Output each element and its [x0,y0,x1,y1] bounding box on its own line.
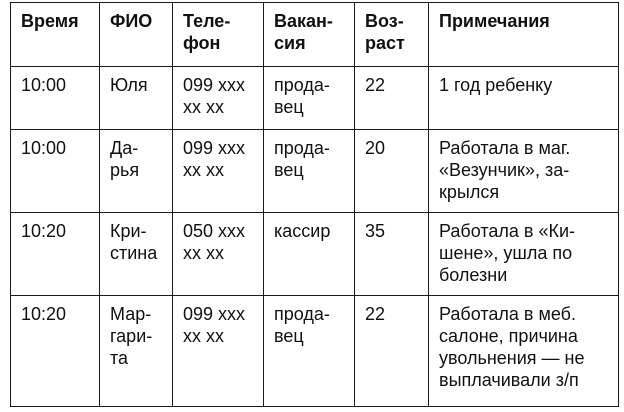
cell-age: 22 [355,67,429,130]
header-time: Время [11,3,100,67]
header-vacancy: Вакан- сия [264,3,355,67]
cell-name: Кри- стина [100,213,173,296]
cell-age: 35 [355,213,429,296]
cell-time: 10:20 [11,296,100,407]
cell-name: Да- рья [100,130,173,213]
interview-schedule-table [10,2,619,407]
header-row [11,3,619,67]
table-row [11,130,619,213]
cell-vacancy: прода- вец [264,296,355,407]
cell-phone: 099 ххх хх хх [173,67,264,130]
header-name: ФИО [100,3,173,67]
cell-name: Юля [100,67,173,130]
cell-phone: 099 ххх хх хх [173,296,264,407]
cell-time: 10:20 [11,213,100,296]
cell-notes: Работала в меб. салоне, причина увольнения — не выплачивали з/п [429,296,619,407]
cell-vacancy: прода- вец [264,130,355,213]
cell-notes: 1 год ребенку [429,67,619,130]
table-row [11,296,619,407]
cell-time: 10:00 [11,67,100,130]
cell-phone: 050 ххх хх хх [173,213,264,296]
header-phone: Теле- фон [173,3,264,67]
header-notes: Примечания [429,3,619,67]
cell-time: 10:00 [11,130,100,213]
cell-vacancy: прода- вец [264,67,355,130]
cell-age: 20 [355,130,429,213]
cell-name: Мар- гари- та [100,296,173,407]
cell-age: 22 [355,296,429,407]
table-row [11,213,619,296]
cell-phone: 099 ххх хх хх [173,130,264,213]
cell-vacancy: кассир [264,213,355,296]
cell-notes: Работала в маг. «Везунчик», за- крылся [429,130,619,213]
header-age: Воз- раст [355,3,429,67]
cell-notes: Работала в «Ки- шене», ушла по болезни [429,213,619,296]
table-row [11,67,619,130]
